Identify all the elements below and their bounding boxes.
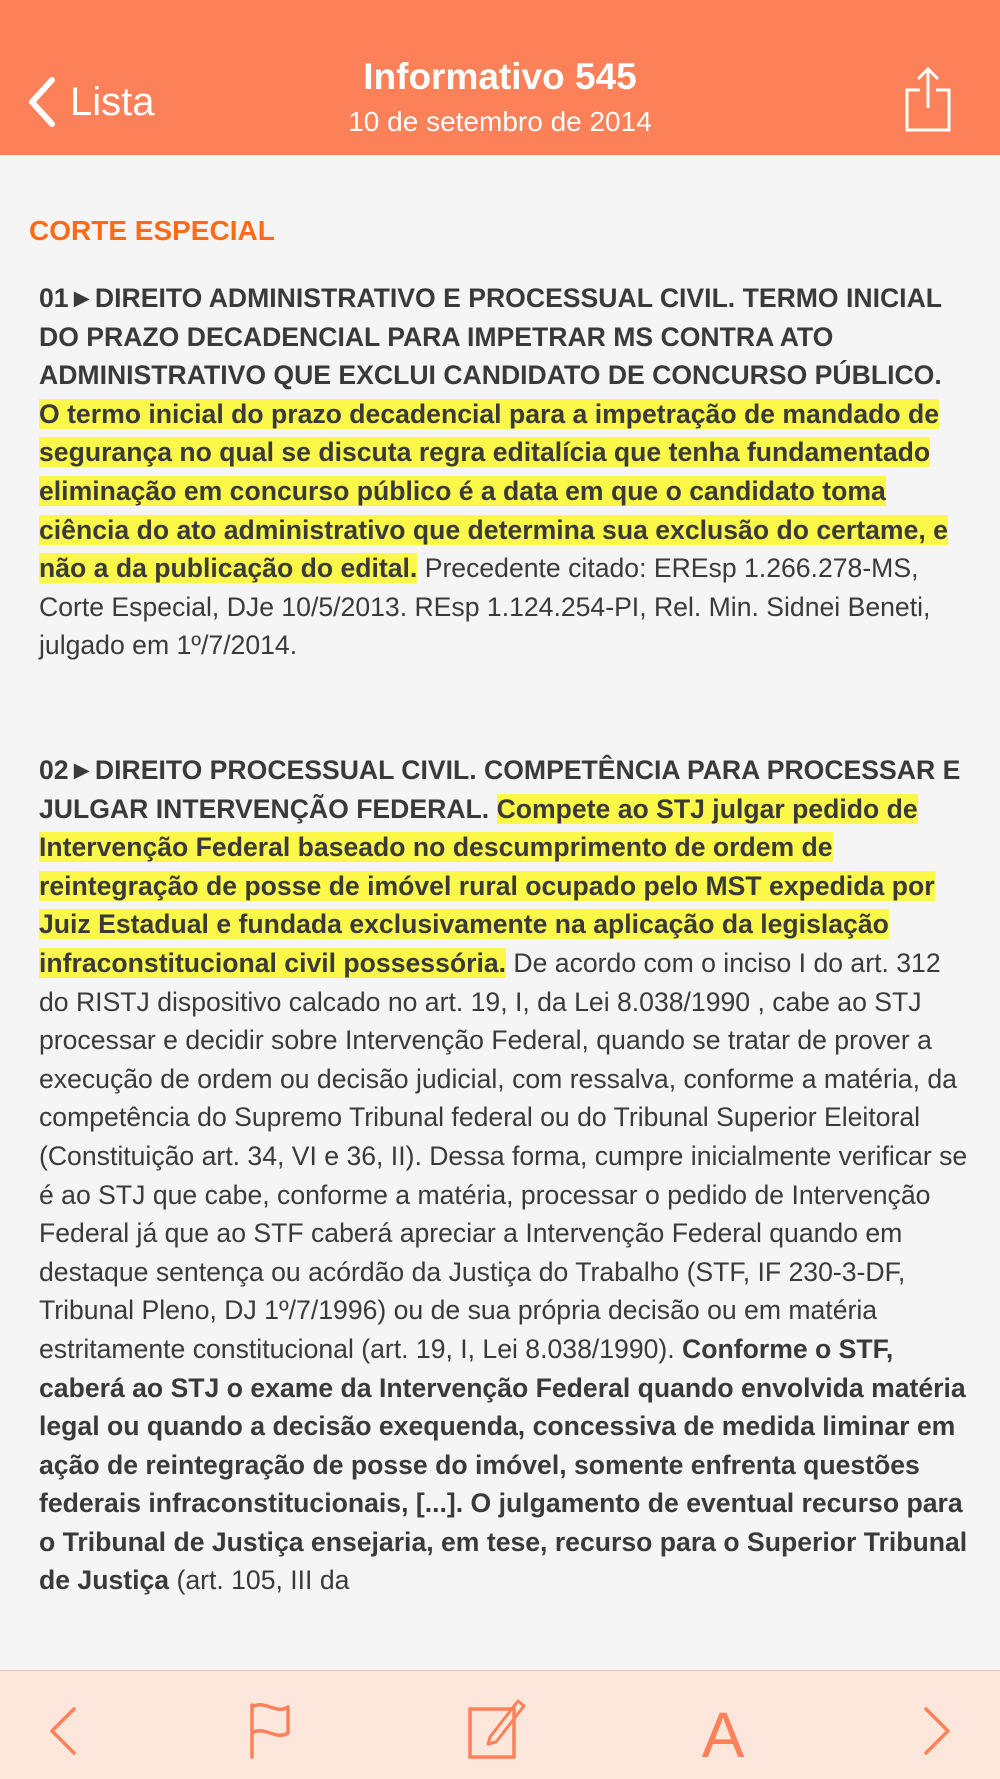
item-number: 01 xyxy=(39,283,69,313)
item-bold-text: Conforme o STF, caberá ao STJ o exame da Intervenção Federal quando envolvida matéria legal ou quando a decisão exequenda, concessiva de medida liminar em ação de reintegração de posse do imóvel, somente enfrenta questões federais infraconstitucionais, [...]. O julgamento de eventual recurso para o Tribunal de Justiça ensejaria, em tese, recurso para o Superior Tribunal de Justiça xyxy=(39,1333,968,1596)
back-button-label: Lista xyxy=(70,79,155,124)
share-icon[interactable] xyxy=(904,66,952,134)
chevron-right-icon[interactable] xyxy=(922,1701,952,1761)
bottom-toolbar xyxy=(0,1670,1000,1779)
article-content[interactable] xyxy=(0,155,1000,1670)
item-marker: ► xyxy=(68,283,95,313)
font-size-icon[interactable] xyxy=(698,1701,748,1761)
article-item xyxy=(39,279,969,665)
item-body: De acordo com o inciso I do art. 312 do RISTJ dispositivo calcado no art. 19, I, da Lei 8.038/1990 , cabe ao STJ processar e decidir sobre Intervenção Federal, quando se tratar de prover a execução de ordem ou decisão judicial, com ressalva, conforme a matéria, da competência do Supremo Tribunal federal ou do Tribunal Superior Eleitoral (Constituição art. 34, VI e 36, II). Dessa forma, cumpre inicialmente verificar se é ao STJ que cabe, conforme a matéria, processar o pedido de Intervenção Federal já que ao STF caberá apreciar a Intervenção Federal quando em destaque sentença ou acórdão da Justiça do Trabalho (STF, IF 230-3-DF, Tribunal Pleno, DJ 1º/7/1996) ou de sua própria decisão ou em matéria estritamente constitucional (art. 19, I, Lei 8.038/1990). xyxy=(39,947,968,1364)
section-title: CORTE ESPECIAL xyxy=(29,215,275,246)
navigation-bar xyxy=(0,0,1000,155)
item-highlight: O termo inicial do prazo decadencial para a impetração de mandado de segurança no qual se discuta regra editalícia que tenha fundamentado eliminação em concurso público é a data em que o candidato toma ciência do ato administrativo que determina sua exclusão do certame, e não a da publicação do edital. xyxy=(39,398,948,584)
chevron-left-icon[interactable] xyxy=(48,1701,78,1761)
item-heading: DIREITO ADMINISTRATIVO E PROCESSUAL CIVIL. TERMO INICIAL DO PRAZO DECADENCIAL PARA IMPETRAR MS CONTRA ATO ADMINISTRATIVO QUE EXCLUI CANDIDATO DE CONCURSO PÚBLICO. xyxy=(39,283,942,391)
edit-note-icon[interactable] xyxy=(466,1695,526,1761)
page-title: Informativo 545 xyxy=(363,56,637,97)
item-marker: ► xyxy=(68,755,95,785)
item-number: 02 xyxy=(39,755,69,785)
svg-text:A: A xyxy=(701,1701,745,1761)
page-subtitle: 10 de setembro de 2014 xyxy=(348,106,652,137)
article-item xyxy=(39,751,969,1600)
item-highlight: Compete ao STJ julgar pedido de Intervenção Federal baseado no descumprimento de ordem de reintegração de posse de imóvel rural ocupado pelo MST expedida por Juiz Estadual e fundada exclusivamente na aplicação da legislação infraconstitucional civil possessória. xyxy=(39,793,935,978)
flag-icon[interactable] xyxy=(248,1701,292,1761)
item-body: Precedente citado: EREsp 1.266.278-MS, Corte Especial, DJe 10/5/2013. REsp 1.124.254-PI, Rel. Min. Sidnei Beneti, julgado em 1º/7/2014. xyxy=(39,553,931,661)
item-heading: DIREITO PROCESSUAL CIVIL. COMPETÊNCIA PARA PROCESSAR E JULGAR INTERVENÇÃO FEDERAL. xyxy=(39,755,961,824)
item-tail: (art. 105, III da xyxy=(176,1565,350,1596)
